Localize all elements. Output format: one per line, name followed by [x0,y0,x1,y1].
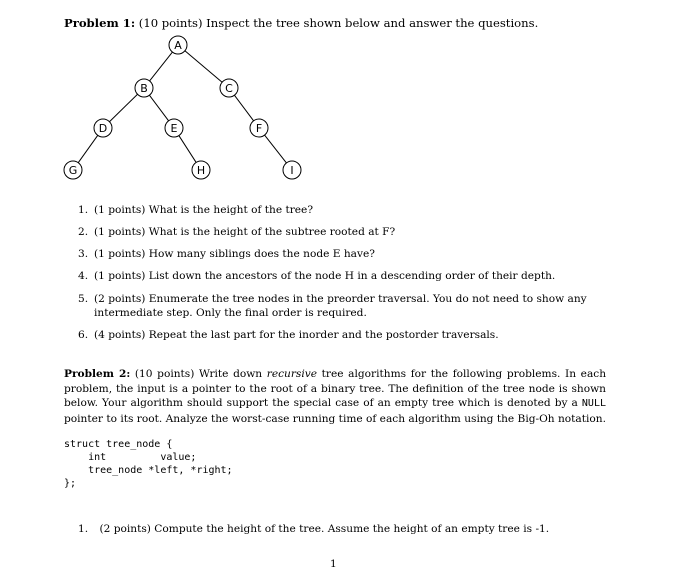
tree-node-f [250,119,268,137]
tree-node-label: A [174,39,182,52]
problem2-paragraph [64,367,606,426]
tree-edge-d-g [78,135,98,162]
tree-node-c [220,79,238,97]
tree-edge-c-f [234,95,253,121]
tree-node-d [94,119,112,137]
question-number: 4. [78,270,89,282]
problem1-points: (10 points) [138,16,203,30]
question-number: 6. [78,329,89,341]
tree-node-a [169,36,187,54]
tree-node-b [135,79,153,97]
tree-node-label: H [196,164,206,177]
tree-edge-a-b [150,52,173,81]
tree-node-label: E [170,122,178,135]
tree-node-label: B [140,82,148,95]
page-number: 1 [330,558,337,570]
tree-node-label: G [68,164,78,177]
problem2-intro-middle: tree algorithms for the following problems. In each problem, the input is a pointer to the root of a binary tree. The definition of the tree node is shown below. Your algorithm should support the special case of an empty tree which is denoted by a [64,368,607,410]
question-text: (1 points) How many siblings does the node E have? [94,248,375,260]
question-number: 1. [78,523,89,535]
tree-edge-a-c [185,51,222,82]
question-text: (1 points) What is the height of the tree? [94,204,313,216]
problem2-points: (10 points) [134,368,195,380]
problem1-text: Inspect the tree shown below and answer the questions. [206,16,539,30]
question-text: (2 points) Compute the height of the tree. Assume the height of an empty tree is -1. [99,523,550,535]
tree-node-h [192,161,210,179]
problem2-intro-start: Write down [199,368,263,380]
question-text: (1 points) What is the height of the subtree rooted at F? [94,226,396,238]
tree-node-g [64,161,82,179]
null-code: NULL [581,398,606,410]
tree-node-i [283,161,301,179]
problem2-question-item [78,523,549,535]
struct-code-block: struct tree_node { int value; tree_node *left, *right; }; [64,439,233,489]
problem2-label: Problem 2: [64,368,131,380]
tree-node-label: C [225,82,233,95]
question-number: 3. [78,248,89,260]
tree-node-e [165,119,183,137]
question-text: (2 points) Enumerate the tree nodes in the preorder traversal. You do not need to show any intermediate step. Only the final order is required. [94,293,587,319]
tree-node-label: F [255,122,263,135]
tree-edge-b-d [109,94,137,121]
problem1-label: Problem 1: [64,16,136,30]
question-text: (1 points) List down the ancestors of the node H in a descending order of their depth. [94,270,556,282]
tree-node-label: I [290,164,294,177]
question-number: 2. [78,226,89,238]
tree-edge-b-e [149,95,168,121]
question-text: (4 points) Repeat the last part for the inorder and the postorder traversals. [94,329,499,341]
problem2-intro-end: pointer to its root. Analyze the worst-case running time of each algorithm using the Big-Oh notation. [64,412,606,425]
binary-tree-diagram [0,0,679,200]
tree-edge-e-h [179,136,196,163]
tree-edge-f-i [265,135,287,163]
question-number: 1. [78,204,89,216]
question-number: 5. [78,293,89,305]
problem2-emphasis: recursive [266,368,318,380]
tree-node-label: D [98,122,108,135]
